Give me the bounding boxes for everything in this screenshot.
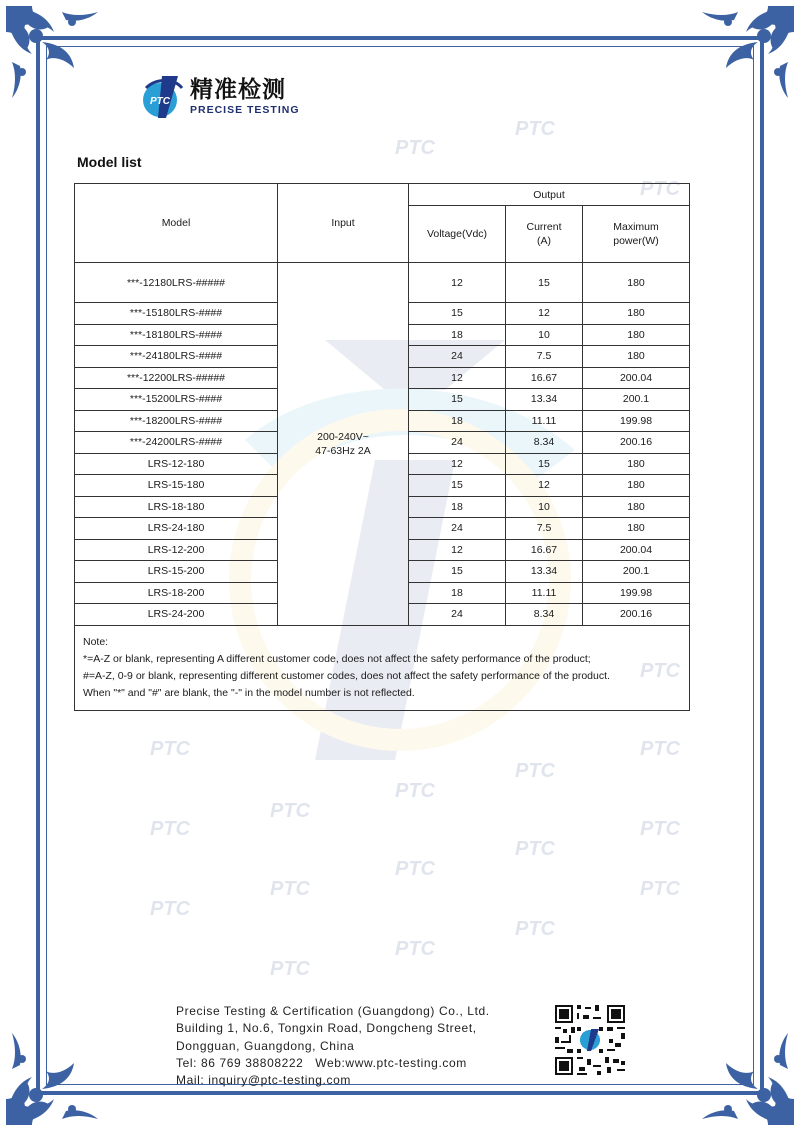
cell-current: 8.34 [506,432,583,454]
cell-voltage: 12 [409,539,506,561]
cell-voltage: 12 [409,367,506,389]
cell-power: 180 [583,263,690,303]
footer-mail: Mail: inquiry@ptc-testing.com [176,1073,351,1088]
qr-code-icon [553,1003,627,1077]
watermark-text: PTC [395,137,435,159]
cell-current: 11.11 [506,582,583,604]
cell-current: 7.5 [506,346,583,368]
cell-voltage: 24 [409,518,506,540]
cell-current: 10 [506,324,583,346]
cell-voltage: 15 [409,389,506,411]
corner-ornament-bottom-right [688,1019,798,1129]
cell-power: 180 [583,475,690,497]
cell-current: 13.34 [506,561,583,583]
note-line: When "*" and "#" are blank, the "-" in the model number is not reflected. [83,686,415,699]
watermark-text: PTC [395,858,435,880]
cell-current: 12 [506,303,583,325]
watermark-text: PTC [150,818,190,840]
header-model: Model [75,184,278,263]
cell-power: 180 [583,496,690,518]
cell-current: 15 [506,263,583,303]
note-line: *=A-Z or blank, representing A different customer code, does not affect the safety performance of the product; [83,652,591,665]
company-logo [140,72,300,122]
cell-power: 180 [583,453,690,475]
cell-model: ***-15180LRS-#### [75,303,278,325]
cell-current: 12 [506,475,583,497]
model-list-table [74,183,690,711]
cell-voltage: 24 [409,346,506,368]
watermark-text: PTC [150,738,190,760]
cell-power: 199.98 [583,582,690,604]
cell-voltage: 15 [409,561,506,583]
logo-mark-text: PTC [150,96,170,107]
cell-voltage: 18 [409,496,506,518]
cell-current: 8.34 [506,604,583,626]
cell-model: ***-12200LRS-##### [75,367,278,389]
cell-power: 200.04 [583,539,690,561]
header-power-line1: Maximum [613,221,659,233]
cell-power: 200.1 [583,561,690,583]
watermark-text: PTC [515,760,555,782]
page-title: Model list [77,154,142,170]
header-output: Output [409,184,690,206]
cell-power: 180 [583,324,690,346]
watermark-text: PTC [270,878,310,900]
header-current-line1: Current [526,221,562,233]
cell-voltage: 18 [409,410,506,432]
cell-model: ***-24180LRS-#### [75,346,278,368]
cell-power: 199.98 [583,410,690,432]
cell-voltage: 18 [409,324,506,346]
notes-cell [75,625,690,710]
watermark-text: PTC [640,178,680,200]
cell-current: 11.11 [506,410,583,432]
cell-input-value [278,263,409,626]
header-current [506,206,583,263]
cell-current: 15 [506,453,583,475]
header-power [583,206,690,263]
cell-power: 200.16 [583,604,690,626]
cell-current: 10 [506,496,583,518]
watermark-text: PTC [515,918,555,940]
watermark-text: PTC [515,838,555,860]
logo-english-name: PRECISE TESTING [190,104,300,116]
table-row [75,263,690,303]
footer-company: Precise Testing & Certification (Guangdong) Co., Ltd. [176,1004,490,1018]
cell-power: 200.1 [583,389,690,411]
cell-current: 7.5 [506,518,583,540]
cell-model: LRS-24-200 [75,604,278,626]
cell-model: LRS-24-180 [75,518,278,540]
cell-model: LRS-18-180 [75,496,278,518]
cell-model: LRS-18-200 [75,582,278,604]
cell-power: 200.04 [583,367,690,389]
header-voltage: Voltage(Vdc) [409,206,506,263]
footer-tel-web: Tel: 86 769 38808222 Web:www.ptc-testing.com [176,1055,467,1070]
cell-model: ***-18180LRS-#### [75,324,278,346]
watermark-text: PTC [640,878,680,900]
header-current-line2: (A) [537,235,551,247]
cell-voltage: 24 [409,604,506,626]
cell-current: 13.34 [506,389,583,411]
cell-voltage: 24 [409,432,506,454]
input-value-line1: 200-240V~ [317,430,369,443]
cell-model: ***-24200LRS-#### [75,432,278,454]
cell-model: ***-18200LRS-#### [75,410,278,432]
cell-current: 16.67 [506,539,583,561]
cell-voltage: 18 [409,582,506,604]
watermark-text: PTC [640,738,680,760]
cell-model: LRS-12-200 [75,539,278,561]
note-title: Note: [83,635,109,648]
cell-model: LRS-15-180 [75,475,278,497]
cell-model: LRS-15-200 [75,561,278,583]
logo-chinese-name: 精准检测 [190,77,286,103]
cell-voltage: 15 [409,475,506,497]
cell-power: 180 [583,346,690,368]
cell-voltage: 12 [409,453,506,475]
cell-current: 16.67 [506,367,583,389]
watermark-text: PTC [150,898,190,920]
note-line: #=A-Z, 0-9 or blank, representing different customer codes, does not affect the safety performance of the product. [83,669,610,682]
cell-model: LRS-12-180 [75,453,278,475]
cell-power: 180 [583,303,690,325]
notes-row [75,625,690,710]
cell-power: 200.16 [583,432,690,454]
corner-ornament-top-right [688,2,798,112]
cell-voltage: 12 [409,263,506,303]
corner-ornament-top-left [2,2,112,112]
corner-ornament-bottom-left [2,1019,112,1129]
watermark-text: PTC [395,780,435,802]
cell-voltage: 15 [409,303,506,325]
ptc-logo-icon [140,74,186,120]
footer-contact [176,1003,490,1089]
footer-address-line2: Dongguan, Guangdong, China [176,1038,355,1053]
watermark-text: PTC [515,118,555,140]
cell-model: ***-15200LRS-#### [75,389,278,411]
watermark-text: PTC [270,958,310,980]
input-value-line2: 47-63Hz 2A [315,444,371,457]
cell-model: ***-12180LRS-##### [75,263,278,303]
watermark-text: PTC [640,818,680,840]
header-power-line2: power(W) [613,235,659,247]
cell-power: 180 [583,518,690,540]
header-input: Input [278,184,409,263]
footer-address-line1: Building 1, No.6, Tongxin Road, Dongcheng Street, [176,1021,477,1036]
watermark-text: PTC [270,800,310,822]
watermark-text: PTC [640,660,680,682]
watermark-text: PTC [395,938,435,960]
